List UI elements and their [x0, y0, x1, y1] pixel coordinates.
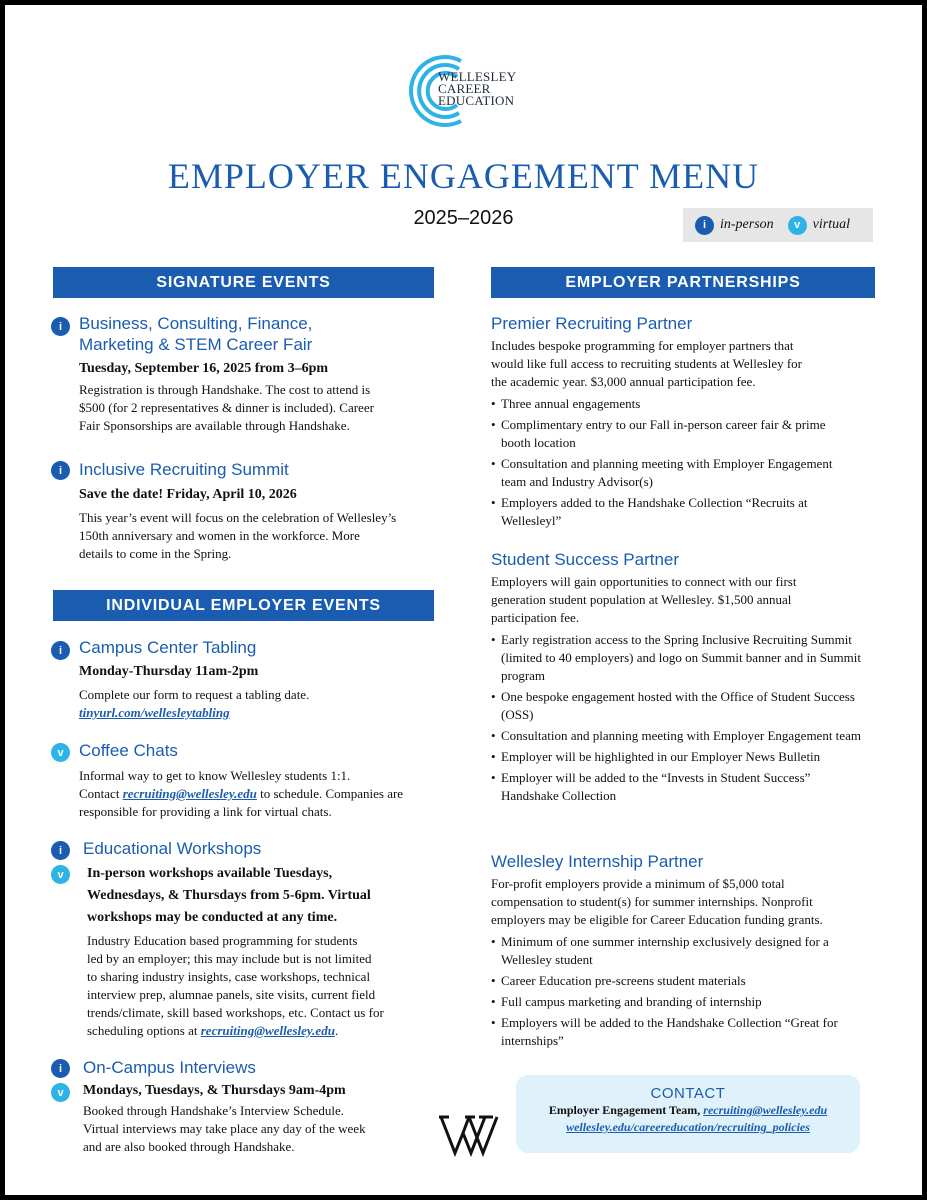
- career-fair-desc-line-2: $500 (for 2 representatives & dinner is included). Career: [79, 400, 374, 415]
- interviews-virtual-icon: v: [51, 1083, 70, 1102]
- logo-wordmark: [438, 71, 516, 107]
- coffee-email-link[interactable]: recruiting@wellesley.edu: [122, 786, 257, 801]
- list-item: • Complimentary entry to our Fall in-person career fair & prime booth location: [491, 416, 851, 452]
- internship-desc-line-3: employers may be eligible for Career Education funding grants.: [491, 912, 823, 927]
- career-fair-title-line-2: Marketing & STEM Career Fair: [79, 335, 313, 354]
- list-item: • Employer will be added to the “Invests in Student Success” Handshake Collection: [491, 769, 866, 805]
- signature-events-header: SIGNATURE EVENTS: [53, 267, 434, 298]
- interviews-in-person-icon: i: [51, 1059, 70, 1078]
- contact-line-1: Employer Engagement Team, recruiting@wellesley.edu: [548, 1103, 828, 1117]
- success-desc-line-3: participation fee.: [491, 610, 580, 625]
- premier-desc-line-2: would like full access to recruiting students at Wellesley for: [491, 356, 802, 371]
- workshops-bold-line-3: workshops may be conducted at any time.: [87, 910, 338, 925]
- list-item: • Employers will be added to the Handshake Collection “Great for internships”: [491, 1014, 866, 1050]
- student-success-partner-title: Student Success Partner: [491, 550, 680, 569]
- tabling-time: Monday-Thursday 11am-2pm: [79, 664, 259, 679]
- tabling-desc-line: Complete our form to request a tabling date.: [79, 687, 310, 702]
- career-fair-title-line-1: Business, Consulting, Finance,: [79, 314, 313, 333]
- list-item: • Early registration access to the Spring Inclusive Recruiting Summit (limited to 40 employers) and logo on Summit banner and in Summit program: [491, 631, 866, 685]
- tabling-description: [79, 686, 439, 722]
- coffee-desc-line-2: Contact recruiting@wellesley.edu to schedule. Companies are: [79, 786, 404, 801]
- summit-desc-line-1: This year’s event will focus on the celebration of Wellesley’s: [79, 510, 397, 525]
- workshops-desc-line-6: scheduling options at recruiting@wellesley.edu.: [87, 1023, 339, 1038]
- page-title: EMPLOYER ENGAGEMENT MENU: [167, 156, 760, 196]
- list-item: • Consultation and planning meeting with Employer Engagement team and Industry Advisor(s): [491, 455, 851, 491]
- logo-line-3: EDUCATION: [438, 93, 515, 108]
- workshops-desc-line-3: to sharing industry insights, case workshops, technical: [87, 969, 371, 984]
- list-item: • Employers added to the Handshake Collection “Recruits at Wellesleyl”: [491, 494, 851, 530]
- logo-line-2: CAREER: [438, 81, 491, 96]
- student-success-benefits-list: [491, 631, 866, 808]
- summit-date: Save the date! Friday, April 10, 2026: [79, 487, 297, 502]
- internship-desc-line-2: compensation to student(s) for summer internships. Nonprofit: [491, 894, 813, 909]
- logo-line-1: WELLESLEY: [438, 69, 517, 84]
- summit-desc-line-2: 150th anniversary and women in the workforce. More: [79, 528, 360, 543]
- coffee-desc-line-1: Informal way to get to know Wellesley students 1:1.: [79, 768, 351, 783]
- in-person-icon: i: [695, 216, 714, 235]
- list-item: • One bespoke engagement hosted with the Office of Student Success (OSS): [491, 688, 866, 724]
- interviews-title: On-Campus Interviews: [83, 1058, 256, 1077]
- success-desc-line-1: Employers will gain opportunities to connect with our first: [491, 574, 797, 589]
- workshops-bold-line-1: In-person workshops available Tuesdays,: [87, 866, 333, 881]
- summit-title: Inclusive Recruiting Summit: [79, 460, 289, 479]
- premier-partner-description: [491, 337, 861, 391]
- summit-description: [79, 509, 439, 563]
- in-person-label: in-person: [720, 217, 774, 232]
- tabling-in-person-icon: i: [51, 641, 70, 660]
- career-fair-date: Tuesday, September 16, 2025 from 3–6pm: [79, 361, 329, 376]
- list-item: • Consultation and planning meeting with Employer Engagement team: [491, 727, 866, 745]
- individual-events-header: INDIVIDUAL EMPLOYER EVENTS: [53, 590, 434, 621]
- internship-partner-description: [491, 875, 876, 929]
- coffee-virtual-icon: v: [51, 743, 70, 762]
- interviews-time: Mondays, Tuesdays, & Thursdays 9am-4pm: [83, 1083, 346, 1098]
- career-fair-desc-line-3: Fair Sponsorships are available through Handshake.: [79, 418, 350, 433]
- premier-partner-title: Premier Recruiting Partner: [491, 314, 693, 333]
- format-legend: [683, 208, 873, 242]
- interviews-desc-line-2: Virtual interviews may take place any day of the week: [83, 1121, 366, 1136]
- workshops-title: Educational Workshops: [83, 839, 262, 858]
- virtual-icon: v: [788, 216, 807, 235]
- recruiting-policies-link[interactable]: wellesley.edu/careereducation/recruiting_policies: [566, 1120, 810, 1134]
- student-success-description: [491, 573, 861, 627]
- interviews-desc-line-3: and are also booked through Handshake.: [83, 1139, 295, 1154]
- workshops-bold-line-2: Wednesdays, & Thursdays from 5-6pm. Virtual: [87, 888, 371, 903]
- interviews-description: [83, 1102, 433, 1156]
- contact-email-link[interactable]: recruiting@wellesley.edu: [703, 1103, 828, 1117]
- workshops-desc-line-1: Industry Education based programming for students: [87, 933, 358, 948]
- wellesley-w-logo-icon: [439, 1113, 499, 1157]
- premier-desc-line-3: the academic year. $3,000 annual participation fee.: [491, 374, 756, 389]
- coffee-chats-description: [79, 767, 444, 821]
- wellesley-career-education-logo: [403, 51, 543, 131]
- year-subtitle: 2025–2026: [413, 207, 514, 229]
- career-fair-desc-line-1: Registration is through Handshake. The cost to attend is: [79, 382, 371, 397]
- list-item: • Career Education pre-screens student materials: [491, 972, 866, 990]
- premier-benefits-list: [491, 395, 851, 533]
- list-item: • Three annual engagements: [491, 395, 851, 413]
- success-desc-line-2: generation student population at Wellesley. $1,500 annual: [491, 592, 792, 607]
- workshops-email-link[interactable]: recruiting@wellesley.edu: [200, 1023, 335, 1038]
- career-fair-description: [79, 381, 439, 435]
- summit-desc-line-3: details to come in the Spring.: [79, 546, 232, 561]
- workshops-desc-line-5: trends/climate, skill based workshops, etc. Contact us for: [87, 1005, 384, 1020]
- workshops-schedule: [87, 863, 417, 929]
- coffee-chats-title: Coffee Chats: [79, 741, 178, 760]
- workshops-in-person-icon: i: [51, 841, 70, 860]
- list-item: • Employer will be highlighted in our Employer News Bulletin: [491, 748, 866, 766]
- premier-desc-line-1: Includes bespoke programming for employer partners that: [491, 338, 794, 353]
- list-item: • Full campus marketing and branding of internship: [491, 993, 866, 1011]
- contact-title: CONTACT: [650, 1085, 726, 1102]
- workshops-desc-line-4: interview prep, alumnae panels, site visits, current field: [87, 987, 376, 1002]
- tabling-form-link[interactable]: tinyurl.com/wellesleytabling: [79, 705, 230, 720]
- career-fair-title: [79, 313, 429, 355]
- virtual-label: virtual: [812, 217, 851, 232]
- internship-partner-title: Wellesley Internship Partner: [491, 852, 704, 871]
- interviews-desc-line-1: Booked through Handshake’s Interview Schedule.: [83, 1103, 345, 1118]
- contact-box: [516, 1075, 860, 1153]
- workshops-virtual-icon: v: [51, 865, 70, 884]
- workshops-description: [87, 932, 437, 1040]
- internship-desc-line-1: For-profit employers provide a minimum of $5,000 total: [491, 876, 785, 891]
- contact-line-2: [516, 1119, 860, 1136]
- internship-benefits-list: [491, 933, 866, 1053]
- tabling-title: Campus Center Tabling: [79, 638, 257, 657]
- career-fair-in-person-icon: i: [51, 317, 70, 336]
- coffee-desc-line-3: responsible for providing a link for virtual chats.: [79, 804, 332, 819]
- employer-partnerships-header: EMPLOYER PARTNERSHIPS: [491, 267, 875, 298]
- workshops-desc-line-2: led by an employer; this may include but is not limited: [87, 951, 372, 966]
- summit-in-person-icon: i: [51, 461, 70, 480]
- list-item: • Minimum of one summer internship exclusively designed for a Wellesley student: [491, 933, 866, 969]
